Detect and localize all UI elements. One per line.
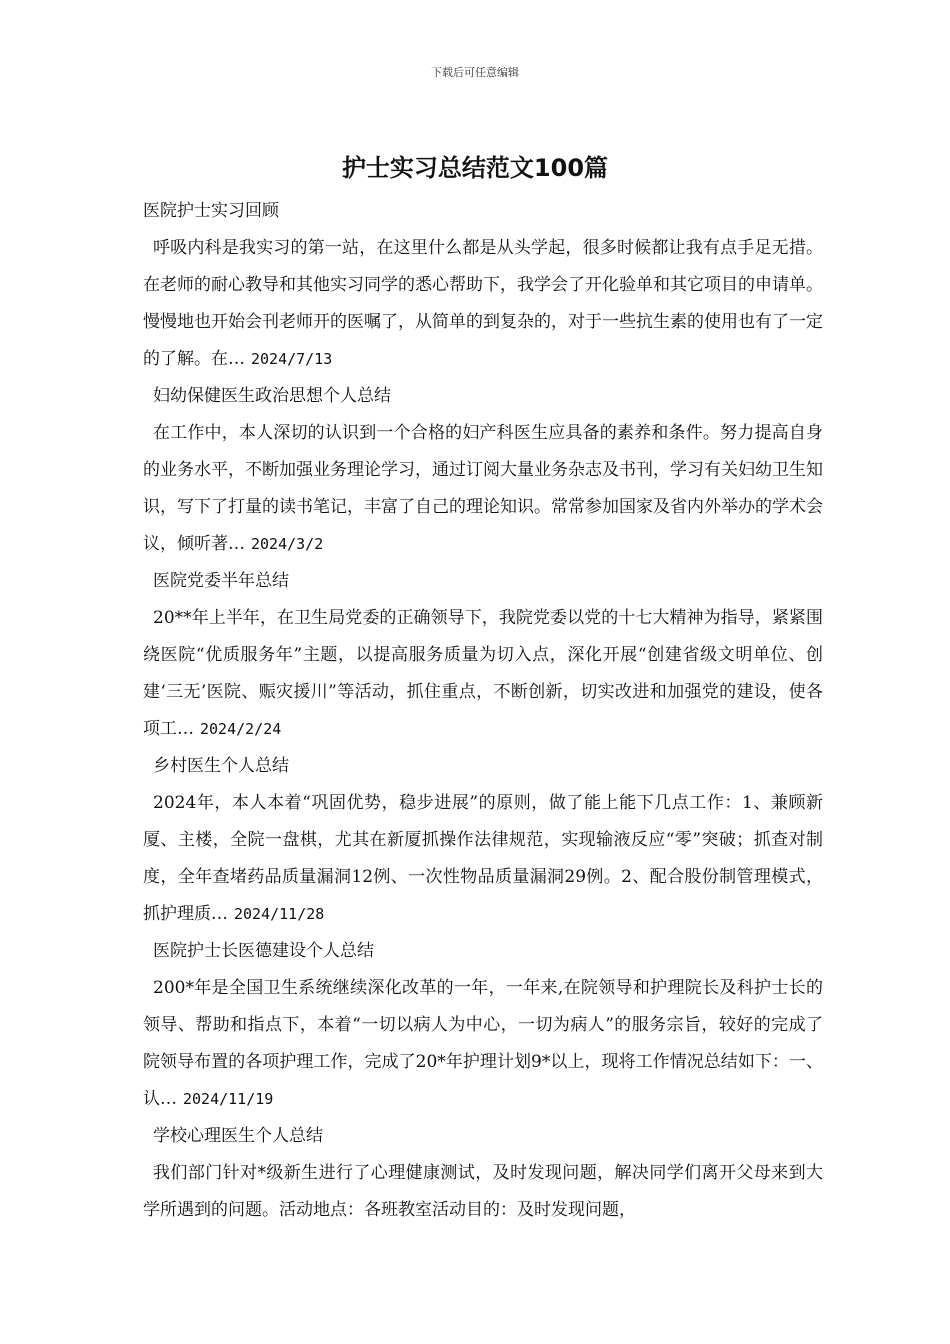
entry-summary: 我们部门针对*级新生进行了心理健康测试，及时发现问题，解决同学们离开父母来到大学所遇到的问题。活动地点：各班教室活动目的：及时发现问题， bbox=[143, 1163, 823, 1220]
page-header-note: 下载后可任意编辑 bbox=[431, 66, 519, 79]
entry-summary: 2024年，本人本着“巩固优势，稳步进展”的原则，做了能上能下几点工作：1、兼顾新厦、主楼，全院一盘棋，尤其在新厦抓操作法律规范，实现输液反应“零”突破；抓查对制度，全年查堵药品质量漏洞12例、一次性物品质量漏洞29例。2、配合股份制管理模式，抓护理质… bbox=[143, 793, 823, 924]
entry-summary: 20**年上半年，在卫生局党委的正确领导下，我院党委以党的十七大精神为指导，紧紧围绕医院“优质服务年”主题，以提高服务质量为切入点，深化开展“创建省级文明单位、创建‘三无’医院、赈灾援川”等活动，抓住重点，不断创新，切实改进和加强党的建设，使各项工… bbox=[143, 608, 823, 739]
entry bbox=[143, 563, 823, 748]
entry-date: 2024/7/13 bbox=[251, 350, 333, 368]
entry-body bbox=[143, 970, 823, 1118]
entry-title: 医院党委半年总结 bbox=[153, 571, 289, 591]
entry bbox=[143, 193, 823, 378]
entry-body bbox=[143, 415, 823, 563]
entry-body bbox=[143, 600, 823, 748]
entry-date: 2024/3/2 bbox=[251, 535, 324, 553]
entry-summary: 呼吸内科是我实习的第一站，在这里什么都是从头学起，很多时候都让我有点手足无措。在老师的耐心教导和其他实习同学的悉心帮助下，我学会了开化验单和其它项目的申请单。慢慢地也开始会刊老师开的医嘱了，从简单的到复杂的，对于一些抗生素的使用也有了一定的了解。在… bbox=[143, 238, 823, 369]
document-content bbox=[143, 193, 823, 1229]
entry-summary: 200*年是全国卫生系统继续深化改革的一年，一年来,在院领导和护理院长及科护士长的领导、帮助和指点下，本着“一切以病人为中心，一切为病人”的服务宗旨，较好的完成了院领导布置的各项护理工作，完成了20*年护理计划9*以上，现将工作情况总结如下：一、认… bbox=[143, 978, 823, 1109]
document-title: 护士实习总结范文100篇 bbox=[341, 154, 609, 182]
entry-title: 乡村医生个人总结 bbox=[153, 756, 289, 776]
entry-summary: 在工作中，本人深切的认识到一个合格的妇产科医生应具备的素养和条件。努力提高自身的业务水平，不断加强业务理论学习，通过订阅大量业务杂志及书刊，学习有关妇幼卫生知识，写下了打量的读书笔记，丰富了自己的理论知识。常常参加国家及省内外举办的学术会议，倾听著… bbox=[143, 423, 823, 554]
entry-date: 2024/11/28 bbox=[234, 905, 325, 923]
entry-body bbox=[143, 230, 823, 378]
entry bbox=[143, 748, 823, 933]
entry-title: 医院护士实习回顾 bbox=[143, 201, 279, 221]
entry bbox=[143, 378, 823, 563]
entry-title: 学校心理医生个人总结 bbox=[153, 1126, 323, 1146]
entry bbox=[143, 933, 823, 1118]
entry-date: 2024/11/19 bbox=[183, 1090, 274, 1108]
entry-title: 妇幼保健医生政治思想个人总结 bbox=[153, 386, 391, 406]
entry-body bbox=[143, 785, 823, 933]
entry bbox=[143, 1118, 823, 1229]
entry-date: 2024/2/24 bbox=[200, 720, 282, 738]
entry-body bbox=[143, 1155, 823, 1229]
entry-title: 医院护士长医德建设个人总结 bbox=[153, 941, 374, 961]
